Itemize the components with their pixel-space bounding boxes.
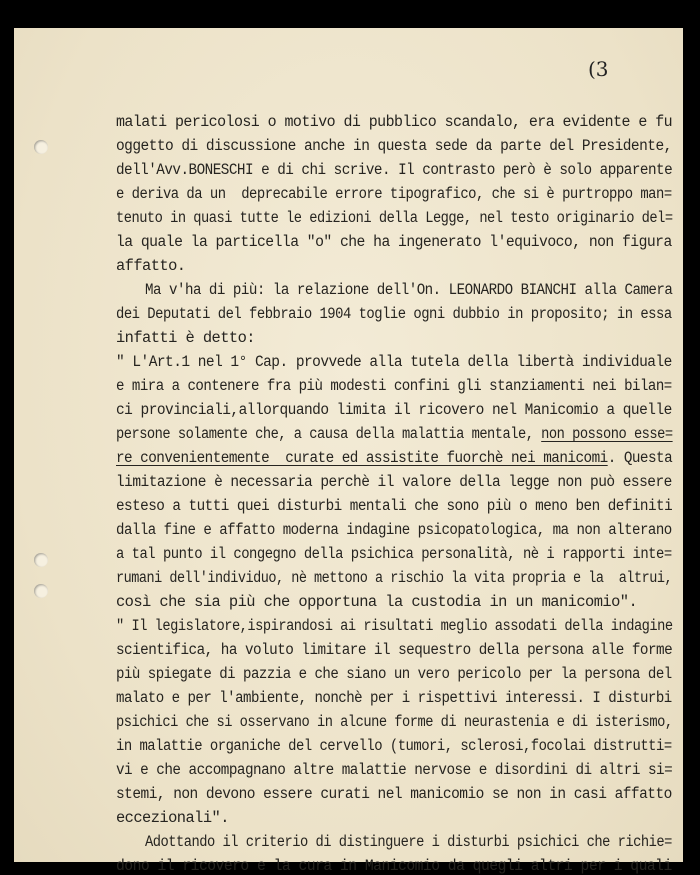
text-line: dei Deputati del febbraio 1904 toglie ogni dubbio in proposito; in essa (116, 305, 672, 323)
text-line: affatto. (116, 257, 186, 275)
text-line: dell'Avv.BONESCHI e di chi scrive. Il contrasto però è solo apparente (116, 161, 673, 179)
text-line: Ma v'ha di più: la relazione dell'On. LEONARDO BIANCHI alla Camera (145, 281, 673, 299)
text-line: rumani dell'individuo, nè mettono a rischio la vita propria e la altrui, (116, 569, 673, 587)
text-line: limitazione è necessaria perchè il valore della legge non può essere (116, 473, 672, 491)
text-line: " L'Art.1 nel 1° Cap. provvede alla tutela della libertà individuale (116, 353, 672, 371)
text-line: tenuto in quasi tutte le edizioni della Legge, nel testo originario del= (116, 209, 673, 227)
text-line: a tal punto il congegno della psichica personalità, nè i rapporti inte= (116, 545, 672, 563)
text-line: psichici che si osservano in alcune forme di neurastenia e di isterismo, (116, 713, 673, 731)
text-line: re convenientemente curate ed assistite fuorchè nei manicomi. Questa (116, 449, 673, 467)
text-line: stemi, non devono essere curati nel manicomio se non in casi affatto (116, 785, 672, 803)
page-number: (3 (588, 57, 609, 81)
text-line: persone solamente che, a causa della malattia mentale, non possono esse= (116, 425, 673, 443)
punch-hole (34, 584, 48, 598)
text-line: dalla fine e affatto moderna indagine psicopatologica, ma non alterano (116, 521, 672, 539)
text-line: e deriva da un deprecabile errore tipografico, che si è purtroppo man= (116, 185, 672, 203)
text-line: oggetto di discussione anche in questa sede da parte del Presidente, (116, 137, 672, 155)
text-line: malati pericolosi o motivo di pubblico scandalo, era evidente e fu (116, 113, 673, 131)
text-line: e mira a contenere fra più modesti confini gli stanziamenti nei bilan= (116, 377, 672, 395)
text-line: eccezionali". (116, 809, 229, 827)
text-line: così che sia più che opportuna la custodia in un manicomio". (116, 593, 638, 611)
text-line: scientifica, ha voluto limitare il sequestro della persona alle forme (116, 641, 673, 659)
underlined-text: re convenientemente curate ed assistite fuorchè nei manicomi (116, 449, 608, 467)
text-line: infatti è detto: (116, 329, 255, 347)
text-line: ci provinciali,allorquando limita il ricovero nel Manicomio a quelle (116, 401, 672, 419)
text-line: vi e che accompagnano altre malattie nervose e disordini di altri si= (116, 761, 673, 779)
text-line: dono il ricovero e la cura in Manicomio da quegli altri per i quali (116, 857, 672, 875)
text-line: malato e per l'ambiente, nonchè per i rispettivi interessi. I disturbi (116, 689, 672, 707)
underlined-text: non possono esse= (541, 425, 673, 443)
text-line: la quale la particella "o" che ha ingenerato l'equivoco, non figura (116, 233, 672, 251)
punch-hole (34, 140, 48, 154)
text-line: esteso a tutti quei disturbi mentali che sono più o meno ben definiti (116, 497, 673, 515)
text-line: in malattie organiche del cervello (tumori, sclerosi,focolai distrutti= (116, 737, 672, 755)
text-line: più spiegate di pazzia e che siano un vero pericolo per la persona del (116, 665, 672, 683)
punch-hole (34, 553, 48, 567)
text-line: " Il legislatore,ispirandosi ai risultati meglio assodati della indagine (116, 617, 673, 635)
text-line: Adottando il criterio di distinguere i disturbi psichici che richie= (145, 833, 672, 851)
